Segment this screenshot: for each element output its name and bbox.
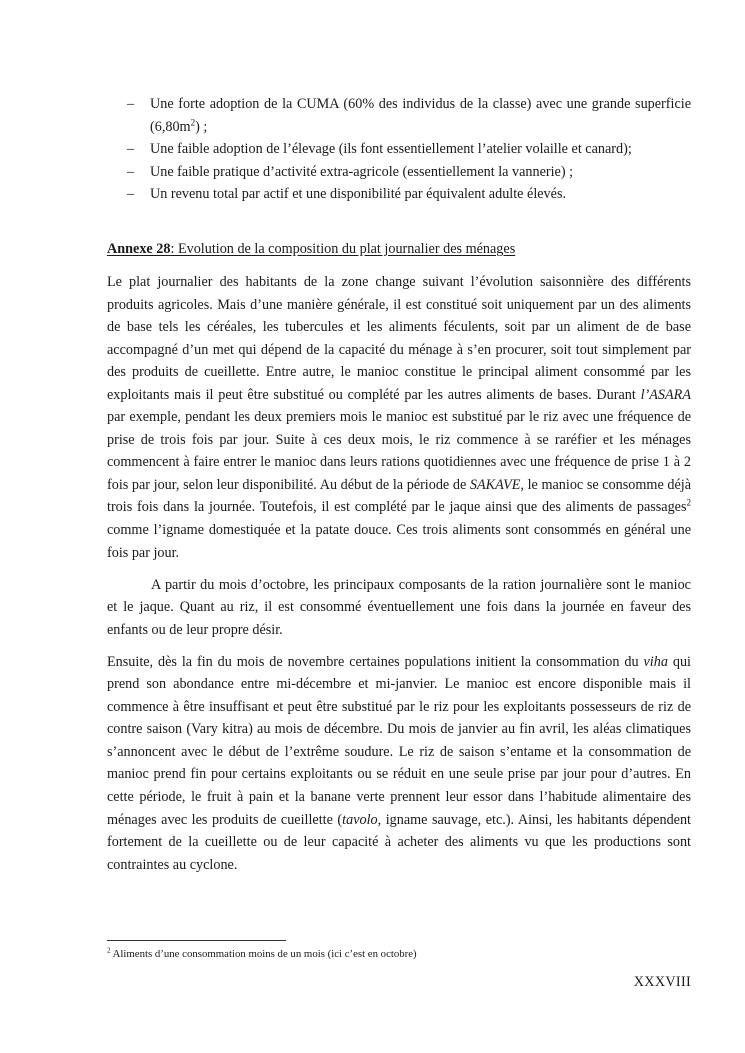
paragraph-text: qui prend son abondance entre mi-décembre et mi-janvier. Le manioc est encore disponible mais il commence à être insuffisant et peut être substitué par le riz pour les exploitants possesseurs de riz de contre saison (Vary kitra) au mois de décembre. Du mois de janvier au fin avril, les aléas climatiques s’annoncent avec le début de l’extrême soudure. Le riz de saison s’entame et la consommation de manioc prend fin pour certains exploitants ou se réduit en une seule prise par jour pour d’autres. En cette période, le fruit à pain et la banane verte prennent leur essor dans l’habitude alimentaire des ménages avec les produits de cueillette ( — [107, 653, 691, 828]
footnote — [107, 947, 691, 961]
page-number: XXXVIII — [633, 974, 691, 990]
bullet-text: Une faible adoption de l’élevage (ils font essentiellement l’atelier volaille et canard); — [150, 141, 632, 158]
paragraph-text: , igname sauvage, etc.). Ainsi, les habitants dépendent fortement de la cueillette ou de leur capacité à acheter des aliments vu que les productions sont contraintes au cyclone. — [107, 811, 691, 873]
paragraph-3 — [107, 651, 691, 876]
bullet-text: Une faible pratique d’activité extra-agricole (essentiellement la vannerie) ; — [150, 163, 574, 180]
list-item — [107, 93, 691, 138]
bullet-text: ) ; — [195, 118, 208, 135]
list-item — [107, 183, 691, 206]
italic-term: l’ASARA — [640, 386, 691, 403]
footnote-number: 2 — [107, 946, 111, 955]
bullet-dash: – — [127, 186, 135, 203]
bullet-dash: – — [127, 163, 135, 180]
paragraph-2: A partir du mois d’octobre, les principaux composants de la ration journalière sont le manioc et le jaque. Quant au riz, il est consommé éventuellement une fois dans la journée en faveur des enfants ou de leur propre désir. — [107, 576, 691, 638]
italic-term: tavolo — [342, 811, 378, 828]
bullet-text: Une forte adoption de la CUMA (60% des individus de la classe) avec une grande superficie (6,80m — [150, 96, 691, 135]
paragraph-text: Ensuite, dès la fin du mois de novembre certaines populations initient la consommation du — [107, 653, 644, 670]
bullet-dash: – — [127, 96, 135, 112]
footnote-text: Aliments d’une consommation moins de un mois (ici c’est en octobre) — [110, 948, 417, 960]
annex-title: : Evolution de la composition du plat journalier des ménages — [170, 241, 516, 257]
italic-term: SAKAVE — [469, 476, 521, 493]
paragraph-text: par exemple, pendant les deux premiers mois le manioc est substitué par le riz avec une fréquence de prise de trois fois par jour. Suite à ces deux mois, le riz commence à se raréfier et les ménages commencent à faire entrer le manioc dans leurs rations quotidiennes avec une fréquence de prise 1 à 2 fois par jour, selon leur disponibilité. Au début de la période de — [107, 409, 691, 493]
bullet-text: Un revenu total par actif et une disponibilité par équivalent adulte élevés. — [150, 186, 567, 203]
document-page — [107, 0, 691, 1053]
body-text — [107, 271, 691, 886]
annex-heading — [107, 239, 691, 259]
paragraph-text: Le plat journalier des habitants de la zone change suivant l’évolution saisonnière des différents produits agricoles. Mais d’une manière générale, il est constitué soit uniquement par un des aliments de base tels les céréales, les tubercules et les aliments féculents, soit par un aliment de de base accompagné d’un met qui dépend de la capacité du ménage à s’en procurer, soit tout simplement par des produits de cueillette. Entre autre, le manioc constitue le principal aliment consommé par les exploitants mais il peut être substitué ou complété par les autres aliments de bases. Durant — [107, 274, 691, 403]
footnote-divider — [107, 940, 286, 941]
list-item — [107, 138, 691, 161]
superscript: 2 — [190, 116, 196, 127]
bullet-dash: – — [127, 141, 135, 158]
list-item — [107, 161, 691, 184]
bullet-list — [107, 93, 691, 206]
paragraph-text: , le manioc se consomme déjà trois fois dans la journée. Toutefois, il est complété par le jaque ainsi que des aliments de passages — [107, 476, 692, 516]
paragraph-1 — [107, 271, 691, 564]
footnote-reference: 2 — [686, 497, 691, 508]
paragraph-text: comme l’igname domestiquée et la patate douce. Ces trois aliments sont consommés en général une fois par jour. — [107, 522, 691, 561]
annex-label: Annexe 28 — [107, 241, 171, 257]
italic-term: viha — [643, 653, 668, 670]
